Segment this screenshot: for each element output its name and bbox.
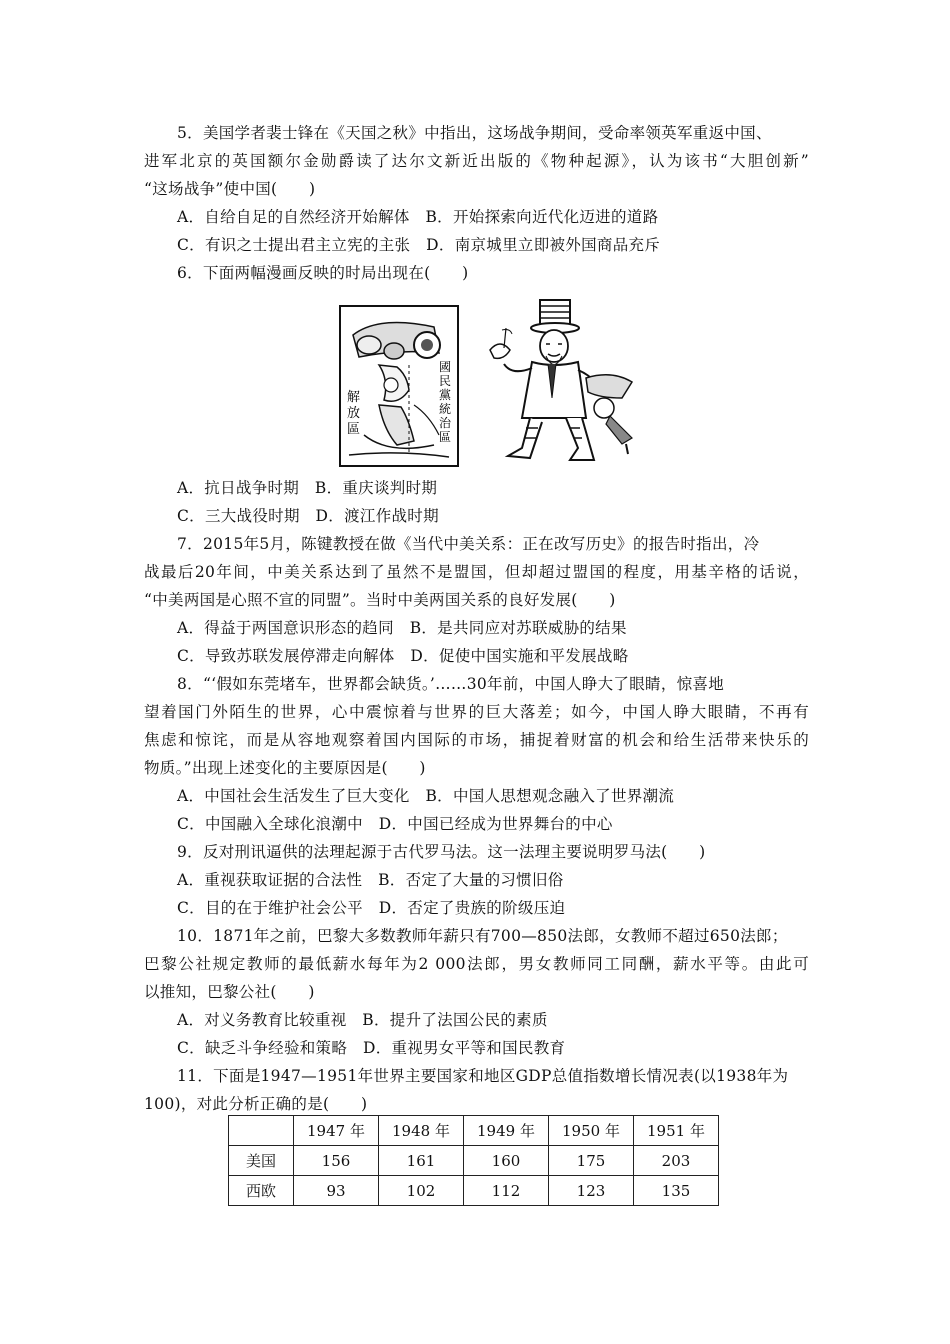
q8-options-ab: A．中国社会生活发生了巨大变化 B．中国人思想观念融入了世界潮流	[177, 787, 675, 805]
cartoon-left-label-1: 解	[347, 390, 361, 405]
q5-options-cd: C．有识之士提出君主立宪的主张 D．南京城里立即被外国商品充斥	[177, 236, 661, 254]
table-cell: 美国	[229, 1146, 294, 1176]
q7-line-1: 7．2015年5月，陈键教授在做《当代中美关系：正在改写历史》的报告时指出，冷	[177, 535, 760, 553]
table-cell: 135	[634, 1176, 719, 1206]
table-header-cell	[229, 1116, 294, 1146]
q5-line-1: 5．美国学者裴士锋在《天国之秋》中指出，这场战争期间，受命率领英军重返中国、	[177, 124, 772, 142]
q7-line-2: 战最后20年间，中美关系达到了虽然不是盟国，但却超过盟国的程度，用基辛格的话说，	[144, 563, 809, 581]
table-cell: 93	[294, 1176, 379, 1206]
table-cell: 161	[379, 1146, 464, 1176]
q11-line-1: 11．下面是1947—1951年世界主要国家和地区GDP总值指数增长情况表(以1938年为	[177, 1067, 789, 1085]
cartoon-right-label-3: 黨	[439, 388, 452, 402]
table-header-cell: 1948 年	[379, 1116, 464, 1146]
cartoon-right-label-1: 國	[439, 360, 452, 374]
q5-line-2: 进军北京的英国额尔金勋爵读了达尔文新近出版的《物种起源》，认为该书“大胆创新”	[144, 152, 809, 170]
table-cell: 175	[549, 1146, 634, 1176]
q8-line-4: 物质。”出现上述变化的主要原因是( )	[144, 759, 426, 777]
cartoon-right-label-4: 統	[439, 402, 452, 416]
cartoon-left-label-2: 放	[347, 406, 361, 421]
table-cell: 西欧	[229, 1176, 294, 1206]
table-cell: 160	[464, 1146, 549, 1176]
q8-line-1: 8．“‘假如东莞堵车，世界都会缺货。’……30年前，中国人睁大了眼睛，惊喜地	[177, 675, 725, 693]
table-cell: 203	[634, 1146, 719, 1176]
table-cell: 123	[549, 1176, 634, 1206]
q5-line-3: “这场战争”使中国( )	[144, 180, 316, 198]
gdp-index-table	[228, 1115, 719, 1206]
q8-options-cd: C．中国融入全球化浪潮中 D．中国已经成为世界舞台的中心	[177, 815, 613, 833]
table-header-cell: 1950 年	[549, 1116, 634, 1146]
q6-options-cd: C．三大战役时期 D．渡江作战时期	[177, 507, 439, 525]
q10-line-1: 10．1871年之前，巴黎大多数教师年薪只有700—850法郎，女教师不超过650法郎；	[177, 927, 788, 945]
table-header-cell: 1947 年	[294, 1116, 379, 1146]
q6-options-ab: A．抗日战争时期 B．重庆谈判时期	[177, 479, 438, 497]
table-cell: 102	[379, 1176, 464, 1206]
q8-line-3: 焦虑和惊诧，而是从容地观察着国内国际的市场，捕捉着财富的机会和给生活带来快乐的	[144, 731, 809, 749]
q5-options-ab: A．自给自足的自然经济开始解体 B．开始探索向近代化迈进的道路	[177, 208, 659, 226]
table-row	[229, 1146, 719, 1176]
q6-stem: 6．下面两幅漫画反映的时局出现在( )	[177, 264, 469, 282]
table-row	[229, 1176, 719, 1206]
q11-line-2: 100)，对此分析正确的是( )	[144, 1095, 368, 1113]
table-header-cell: 1951 年	[634, 1116, 719, 1146]
cartoon-liberated-area-image	[339, 305, 459, 467]
table-cell: 112	[464, 1176, 549, 1206]
q7-line-3: “中美两国是心照不宣的同盟”。当时中美两国关系的良好发展( )	[144, 591, 616, 609]
q9-options-ab: A．重视获取证据的合法性 B．否定了大量的习惯旧俗	[177, 871, 564, 889]
q9-stem: 9．反对刑讯逼供的法理起源于古代罗马法。这一法理主要说明罗马法( )	[177, 843, 706, 861]
q10-options-cd: C．缺乏斗争经验和策略 D．重视男女平等和国民教育	[177, 1039, 566, 1057]
cartoon-right-label-6: 區	[439, 430, 452, 444]
q8-line-2: 望着国门外陌生的世界，心中震惊着与世界的巨大落差；如今，中国人睁大眼睛，不再有	[144, 703, 809, 721]
q7-options-ab: A．得益于两国意识形态的趋同 B．是共同应对苏联威胁的结果	[177, 619, 627, 637]
cartoon-left-label-3: 區	[347, 422, 361, 437]
q9-options-cd: C．目的在于维护社会公平 D．否定了贵族的阶级压迫	[177, 899, 566, 917]
q10-options-ab: A．对义务教育比较重视 B．提升了法国公民的素质	[177, 1011, 548, 1029]
table-header-cell: 1949 年	[464, 1116, 549, 1146]
cartoon-uncle-sam-image	[482, 298, 642, 470]
q10-line-2: 巴黎公社规定教师的最低薪水每年为2 000法郎，男女教师同工同酬，薪水平等。由此可	[144, 955, 809, 973]
cartoon-right-label-5: 治	[439, 416, 452, 430]
table-cell: 156	[294, 1146, 379, 1176]
table-header-row	[229, 1116, 719, 1146]
q10-line-3: 以推知，巴黎公社( )	[144, 983, 315, 1001]
cartoon-right-label-2: 民	[439, 374, 452, 388]
q7-options-cd: C．导致苏联发展停滞走向解体 D．促使中国实施和平发展战略	[177, 647, 629, 665]
